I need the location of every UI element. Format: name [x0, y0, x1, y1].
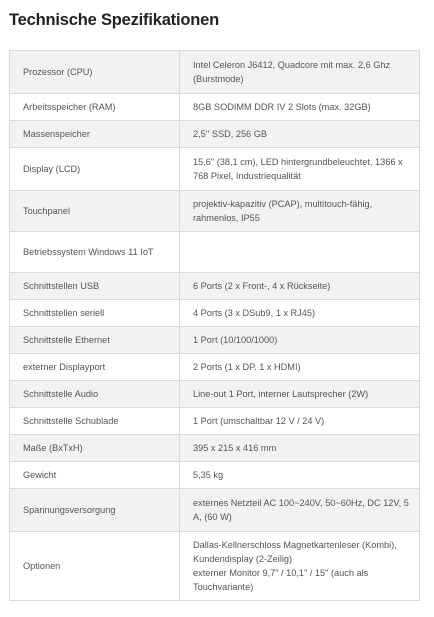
spec-label: Prozessor (CPU) [10, 51, 180, 94]
spec-label: Schnittstelle Ethernet [10, 327, 180, 354]
table-row [10, 489, 420, 532]
table-row [10, 300, 420, 327]
spec-label: Arbeitsspeicher (RAM) [10, 94, 180, 121]
page-title: Technische Spezifikationen [9, 11, 219, 29]
spec-value: Intel Celeron J6412, Quadcore mit max. 2,6 Ghz (Burstmode) [180, 51, 420, 94]
table-row [10, 381, 420, 408]
spec-value: 6 Ports (2 x Front-, 4 x Rückseite) [180, 273, 420, 300]
table-row [10, 148, 420, 191]
spec-value: 1 Port (umschaltbar 12 V / 24 V) [180, 408, 420, 435]
spec-label: Schnittstellen USB [10, 273, 180, 300]
table-row [10, 435, 420, 462]
spec-table [9, 50, 420, 601]
table-row [10, 51, 420, 94]
spec-value: Dallas-Kellnerschloss Magnetkartenleser (Kombi), Kundendisplay (2-Zeilig) externer Monitor 9,7" / 10,1" / 15" (auch als Touchvariante) [180, 532, 420, 601]
spec-label: externer Displayport [10, 354, 180, 381]
spec-label: Schnittstellen seriell [10, 300, 180, 327]
spec-value: 4 Ports (3 x DSub9, 1 x RJ45) [180, 300, 420, 327]
table-row [10, 273, 420, 300]
spec-label: Gewicht [10, 462, 180, 489]
table-row [10, 121, 420, 148]
spec-label: Touchpanel [10, 191, 180, 232]
table-row [10, 232, 420, 273]
spec-value: 2 Ports (1 x DP. 1 x HDMI) [180, 354, 420, 381]
table-row [10, 191, 420, 232]
table-row [10, 354, 420, 381]
spec-label: Maße (BxTxH) [10, 435, 180, 462]
table-row [10, 532, 420, 601]
spec-label: Display (LCD) [10, 148, 180, 191]
spec-label: Schnittstelle Audio [10, 381, 180, 408]
spec-table-body [10, 51, 420, 601]
spec-value: 5,35 kg [180, 462, 420, 489]
spec-label: Massenspeicher [10, 121, 180, 148]
spec-label: Optionen [10, 532, 180, 601]
spec-value: 395 x 215 x 416 mm [180, 435, 420, 462]
spec-value: 15.6" (38,1 cm), LED hintergrundbeleuchtet, 1366 x 768 Pixel, Industriequalität [180, 148, 420, 191]
table-row [10, 462, 420, 489]
spec-label: Betriebssystem Windows 11 IoT [10, 232, 180, 273]
spec-value: Line-out 1 Port, interner Lautsprecher (2W) [180, 381, 420, 408]
spec-label: Schnittstelle Schublade [10, 408, 180, 435]
spec-value: 1 Port (10/100/1000) [180, 327, 420, 354]
spec-value: projektiv-kapazitiv (PCAP), multitouch-fähig, rahmenlos, IP55 [180, 191, 420, 232]
spec-value [180, 232, 420, 273]
spec-value: 2,5'' SSD, 256 GB [180, 121, 420, 148]
table-row [10, 327, 420, 354]
table-row [10, 408, 420, 435]
spec-label: Spannungsversorgung [10, 489, 180, 532]
spec-value: externes Netzteil AC 100~240V, 50~60Hz, DC 12V, 5 A, (60 W) [180, 489, 420, 532]
table-row [10, 94, 420, 121]
spec-value: 8GB SODIMM DDR IV 2 Slots (max. 32GB) [180, 94, 420, 121]
